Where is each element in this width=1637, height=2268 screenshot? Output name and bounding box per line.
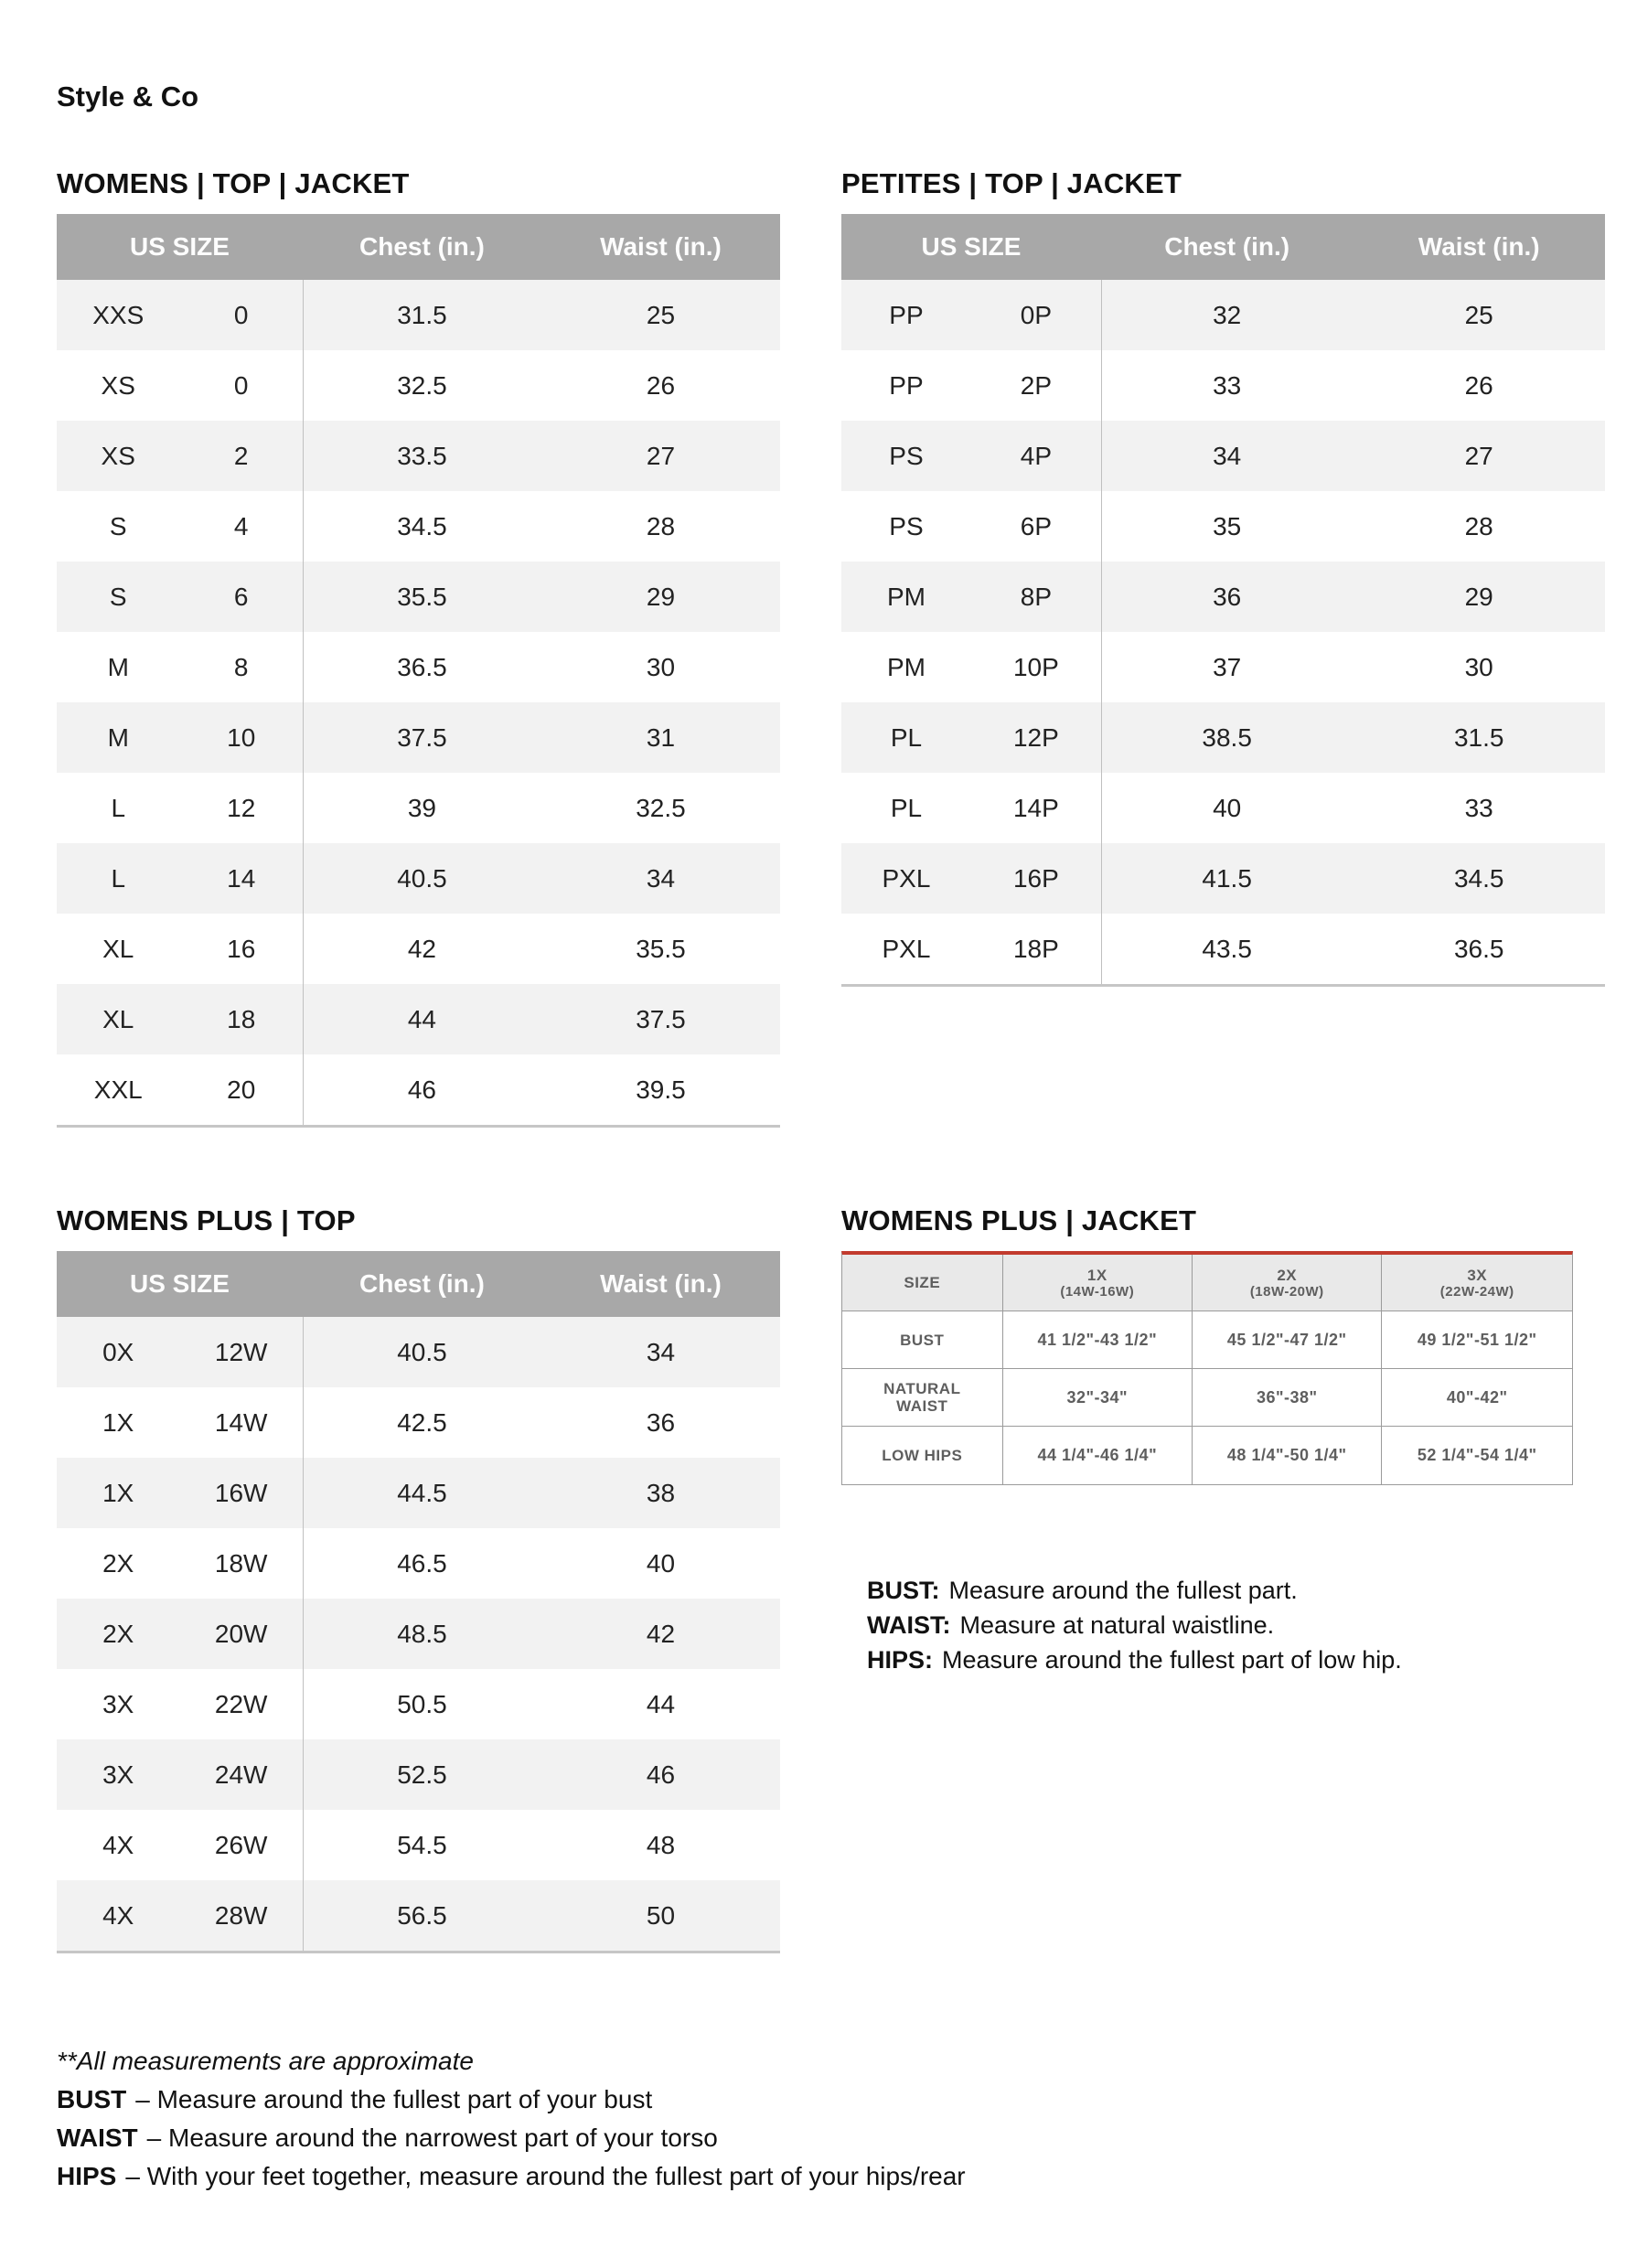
table-row-bust <box>842 1311 1572 1369</box>
footnote-waist <box>57 2119 1428 2157</box>
table-cell: 40.5 <box>397 863 447 893</box>
table-row <box>841 773 1605 843</box>
table-body <box>841 280 1605 984</box>
table-row <box>841 632 1605 702</box>
table-cell: 12W <box>214 1337 268 1366</box>
section-petites-top-jacket <box>841 168 1605 987</box>
row-label: LOW HIPS <box>842 1427 1003 1484</box>
section-womens-top-jacket <box>57 168 780 1128</box>
size-table-petites <box>841 214 1605 987</box>
disclaimer-text: **All measurements are approximate <box>57 2047 474 2075</box>
table-cell: 10 <box>227 722 256 752</box>
table-cell: 48.5 <box>397 1619 447 1648</box>
table-cell: 10P <box>1012 652 1059 681</box>
table-cell: 50 <box>646 1900 676 1930</box>
table-cell: 48 1/4"-50 1/4" <box>1193 1427 1382 1484</box>
table-cell: 14 <box>227 863 256 893</box>
measurement-notes <box>867 1573 1599 1677</box>
column-header-us-size: US SIZE <box>921 232 1022 261</box>
table-cell: 27 <box>646 441 676 470</box>
table-row <box>841 280 1605 350</box>
table-cell: S <box>109 582 127 611</box>
table-row <box>841 843 1605 914</box>
table-cell: 4X <box>102 1830 134 1859</box>
table-cell: 30 <box>1464 652 1493 681</box>
table-cell: 54.5 <box>397 1830 447 1859</box>
table-body <box>57 280 780 1125</box>
table-cell: XL <box>102 934 134 963</box>
column-header-waist: Waist (in.) <box>1418 232 1540 261</box>
table-cell: 56.5 <box>397 1900 447 1930</box>
footnote-text: – Measure around the fullest part of your bust <box>135 2085 653 2113</box>
table-row <box>57 421 780 491</box>
column-header-2x: 2X (18W-20W) <box>1193 1255 1382 1311</box>
table-cell: M <box>107 722 129 752</box>
table-row <box>57 491 780 562</box>
table-cell: 35.5 <box>636 934 686 963</box>
table-cell: 0P <box>1020 300 1053 329</box>
section-womens-plus-top <box>57 1205 780 1953</box>
section-title: WOMENS | TOP | JACKET <box>57 167 410 199</box>
table-row <box>841 491 1605 562</box>
table-cell: 36"-38" <box>1193 1369 1382 1427</box>
table-cell: 26 <box>1464 370 1493 400</box>
brand-title: Style & Co <box>57 80 199 112</box>
table-cell: 2 <box>233 441 249 470</box>
table-cell: 46.5 <box>397 1548 447 1578</box>
table-cell: 32.5 <box>397 370 447 400</box>
table-row <box>57 843 780 914</box>
row-label: BUST <box>842 1311 1003 1369</box>
table-header-row <box>57 214 780 280</box>
table-cell: 24W <box>214 1760 268 1789</box>
table-cell: 28W <box>214 1900 268 1930</box>
note-label: WAIST: <box>867 1611 951 1639</box>
size-table-womens <box>57 214 780 1128</box>
note-line-hips <box>867 1642 1599 1677</box>
table-cell: 42 <box>407 934 437 963</box>
table-cell: 32.5 <box>636 793 686 822</box>
column-header-waist: Waist (in.) <box>600 1269 722 1298</box>
table-cell: 41.5 <box>1202 863 1252 893</box>
table-row <box>841 562 1605 632</box>
table-cell: XS <box>101 370 135 400</box>
note-text: Measure at natural waistline. <box>959 1611 1275 1639</box>
table-cell: 6P <box>1020 511 1053 540</box>
table-cell: 34 <box>646 1337 676 1366</box>
table-cell: XXS <box>92 300 144 329</box>
table-cell: 2X <box>102 1619 134 1648</box>
table-cell: PS <box>889 441 924 470</box>
table-cell: 20W <box>214 1619 268 1648</box>
column-header-size: SIZE <box>842 1255 1003 1311</box>
table-row <box>57 1599 780 1669</box>
table-row <box>57 1458 780 1528</box>
table-cell: 52.5 <box>397 1760 447 1789</box>
table-cell: 8 <box>233 652 249 681</box>
table-cell: PP <box>889 370 924 400</box>
table-cell: L <box>111 863 126 893</box>
table-cell: 31.5 <box>397 300 447 329</box>
table-cell: 40 <box>1213 793 1242 822</box>
table-cell: 18P <box>1012 934 1059 963</box>
table-cell: 48 <box>646 1830 676 1859</box>
column-header-us-size: US SIZE <box>130 1269 230 1298</box>
table-cell: 37.5 <box>636 1004 686 1033</box>
table-cell: 49 1/2"-51 1/2" <box>1382 1311 1571 1369</box>
table-cell: 14W <box>214 1407 268 1437</box>
footnote-label: BUST <box>57 2085 127 2113</box>
footnote-hips <box>57 2157 1428 2196</box>
table-cell: 16W <box>214 1478 268 1507</box>
section-womens-plus-jacket <box>841 1205 1573 1485</box>
table-cell: PL <box>890 722 923 752</box>
table-header-row <box>841 214 1605 280</box>
column-header-chest: Chest (in.) <box>359 1269 485 1298</box>
note-text: Measure around the fullest part of low hip. <box>942 1646 1402 1674</box>
table-cell: 25 <box>646 300 676 329</box>
table-row-low-hips <box>842 1427 1572 1484</box>
table-cell: PXL <box>882 934 931 963</box>
table-cell: 46 <box>646 1760 676 1789</box>
column-header-chest: Chest (in.) <box>359 232 485 261</box>
table-row <box>57 350 780 421</box>
table-row <box>57 1528 780 1599</box>
table-cell: 36.5 <box>1453 934 1504 963</box>
table-cell: 43.5 <box>1202 934 1252 963</box>
note-label: HIPS: <box>867 1646 934 1674</box>
table-header-row <box>57 1251 780 1317</box>
table-cell: M <box>107 652 129 681</box>
table-cell: 2P <box>1020 370 1053 400</box>
table-cell: 33 <box>1464 793 1493 822</box>
note-line-bust <box>867 1573 1599 1608</box>
section-title: WOMENS PLUS | JACKET <box>841 1204 1197 1236</box>
table-row <box>57 984 780 1054</box>
column-divider <box>303 1317 304 1951</box>
table-row <box>57 1669 780 1739</box>
table-cell: 33 <box>1213 370 1242 400</box>
table-cell: 8P <box>1020 582 1053 611</box>
column-header-us-size: US SIZE <box>130 232 230 261</box>
table-cell: 28 <box>1464 511 1493 540</box>
table-row <box>57 914 780 984</box>
table-cell: PXL <box>882 863 931 893</box>
table-row <box>57 562 780 632</box>
table-cell: 36 <box>1213 582 1242 611</box>
table-cell: S <box>109 511 127 540</box>
table-row <box>57 1880 780 1951</box>
footer-notes <box>57 2042 1428 2196</box>
table-cell: L <box>111 793 126 822</box>
table-cell: 50.5 <box>397 1689 447 1718</box>
table-cell: 26W <box>214 1830 268 1859</box>
column-divider <box>1101 280 1102 984</box>
table-cell: 34.5 <box>1453 863 1504 893</box>
table-cell: 45 1/2"-47 1/2" <box>1193 1311 1382 1369</box>
footnote-bust <box>57 2081 1428 2119</box>
table-cell: 29 <box>1464 582 1493 611</box>
table-cell: 0 <box>233 300 249 329</box>
table-cell: 31.5 <box>1453 722 1504 752</box>
table-cell: 27 <box>1464 441 1493 470</box>
table-cell: 37.5 <box>397 722 447 752</box>
table-cell: 20 <box>227 1075 256 1104</box>
table-cell: 52 1/4"-54 1/4" <box>1417 1446 1537 1464</box>
table-cell: 34 <box>646 863 676 893</box>
table-cell: 42 <box>646 1619 676 1648</box>
table-cell: 16 <box>227 934 256 963</box>
table-cell: 44 <box>407 1004 437 1033</box>
table-cell: 12P <box>1012 722 1059 752</box>
table-cell: 18W <box>214 1548 268 1578</box>
table-cell: PM <box>886 582 925 611</box>
table-cell: 16P <box>1012 863 1059 893</box>
table-row <box>57 1317 780 1387</box>
table-row <box>841 350 1605 421</box>
column-divider <box>303 280 304 1125</box>
table-row <box>57 632 780 702</box>
table-row <box>841 914 1605 984</box>
table-body <box>57 1317 780 1951</box>
table-cell: 1X <box>102 1478 134 1507</box>
table-row <box>57 1054 780 1125</box>
table-cell: PM <box>886 652 925 681</box>
table-cell: 32"-34" <box>1003 1369 1193 1427</box>
table-cell: 40"-42" <box>1382 1369 1571 1427</box>
table-cell: 4X <box>102 1900 134 1930</box>
table-cell: 30 <box>646 652 676 681</box>
section-title: WOMENS PLUS | TOP <box>57 1204 356 1236</box>
table-cell: 38.5 <box>1202 722 1252 752</box>
table-cell: 42.5 <box>397 1407 447 1437</box>
table-row <box>57 702 780 773</box>
table-cell: 44.5 <box>397 1478 447 1507</box>
table-cell: 0X <box>102 1337 134 1366</box>
table-cell: 46 <box>407 1075 437 1104</box>
table-cell: 34.5 <box>397 511 447 540</box>
footnote-text: – Measure around the narrowest part of your torso <box>146 2124 718 2152</box>
footnote-label: WAIST <box>57 2124 138 2152</box>
row-label: NATURAL WAIST <box>842 1369 1003 1427</box>
table-cell: XS <box>101 441 135 470</box>
table-cell: 29 <box>646 582 676 611</box>
footnote-label: HIPS <box>57 2162 117 2190</box>
table-cell: 39.5 <box>636 1075 686 1104</box>
table-header-row <box>842 1255 1572 1311</box>
table-cell: XL <box>102 1004 134 1033</box>
table-cell: 25 <box>1464 300 1493 329</box>
column-header-chest: Chest (in.) <box>1164 232 1290 261</box>
table-cell: 32 <box>1213 300 1242 329</box>
note-label: BUST: <box>867 1577 940 1604</box>
footnote-text: – With your feet together, measure around the fullest part of your hips/rear <box>125 2162 966 2190</box>
table-cell: 28 <box>646 511 676 540</box>
table-cell: 26 <box>646 370 676 400</box>
table-row <box>57 280 780 350</box>
column-header-3x: 3X (22W-24W) <box>1382 1255 1571 1311</box>
table-cell: 3X <box>102 1760 134 1789</box>
column-header-1x: 1X (14W-16W) <box>1003 1255 1193 1311</box>
table-cell: 40.5 <box>397 1337 447 1366</box>
column-header-waist: Waist (in.) <box>600 232 722 261</box>
table-cell: 36.5 <box>397 652 447 681</box>
table-cell: PL <box>890 793 923 822</box>
table-cell: PS <box>889 511 924 540</box>
table-cell: PP <box>889 300 924 329</box>
note-line-waist <box>867 1608 1599 1642</box>
table-row <box>57 1739 780 1810</box>
table-cell: XXL <box>93 1075 143 1104</box>
plus-jacket-table <box>841 1251 1573 1485</box>
table-cell: 44 <box>646 1689 676 1718</box>
table-row <box>57 1387 780 1458</box>
table-cell: 6 <box>233 582 249 611</box>
table-row <box>841 421 1605 491</box>
table-cell: 33.5 <box>397 441 447 470</box>
section-title: PETITES | TOP | JACKET <box>841 167 1182 199</box>
table-cell: 2X <box>102 1548 134 1578</box>
table-cell: 4 <box>233 511 249 540</box>
table-cell: 38 <box>646 1478 676 1507</box>
table-cell: 0 <box>233 370 249 400</box>
table-cell: 34 <box>1213 441 1242 470</box>
table-cell: 37 <box>1213 652 1242 681</box>
note-text: Measure around the fullest part. <box>948 1577 1298 1604</box>
table-cell: 12 <box>227 793 256 822</box>
table-cell: 35 <box>1213 511 1242 540</box>
table-cell: 35.5 <box>397 582 447 611</box>
table-cell: 14P <box>1012 793 1059 822</box>
table-cell: 3X <box>102 1689 134 1718</box>
table-row <box>57 773 780 843</box>
table-cell: 1X <box>102 1407 134 1437</box>
table-cell: 36 <box>646 1407 676 1437</box>
table-cell: 40 <box>646 1548 676 1578</box>
table-cell: 41 1/2"-43 1/2" <box>1003 1311 1193 1369</box>
table-cell: 31 <box>646 722 676 752</box>
table-cell: 44 1/4"-46 1/4" <box>1003 1427 1193 1484</box>
table-cell: 39 <box>407 793 437 822</box>
table-cell: 22W <box>214 1689 268 1718</box>
table-cell: 18 <box>227 1004 256 1033</box>
table-row <box>841 702 1605 773</box>
table-row <box>57 1810 780 1880</box>
table-row-natural-waist <box>842 1369 1572 1427</box>
table-cell: 4P <box>1020 441 1053 470</box>
size-table-womens-plus <box>57 1251 780 1953</box>
